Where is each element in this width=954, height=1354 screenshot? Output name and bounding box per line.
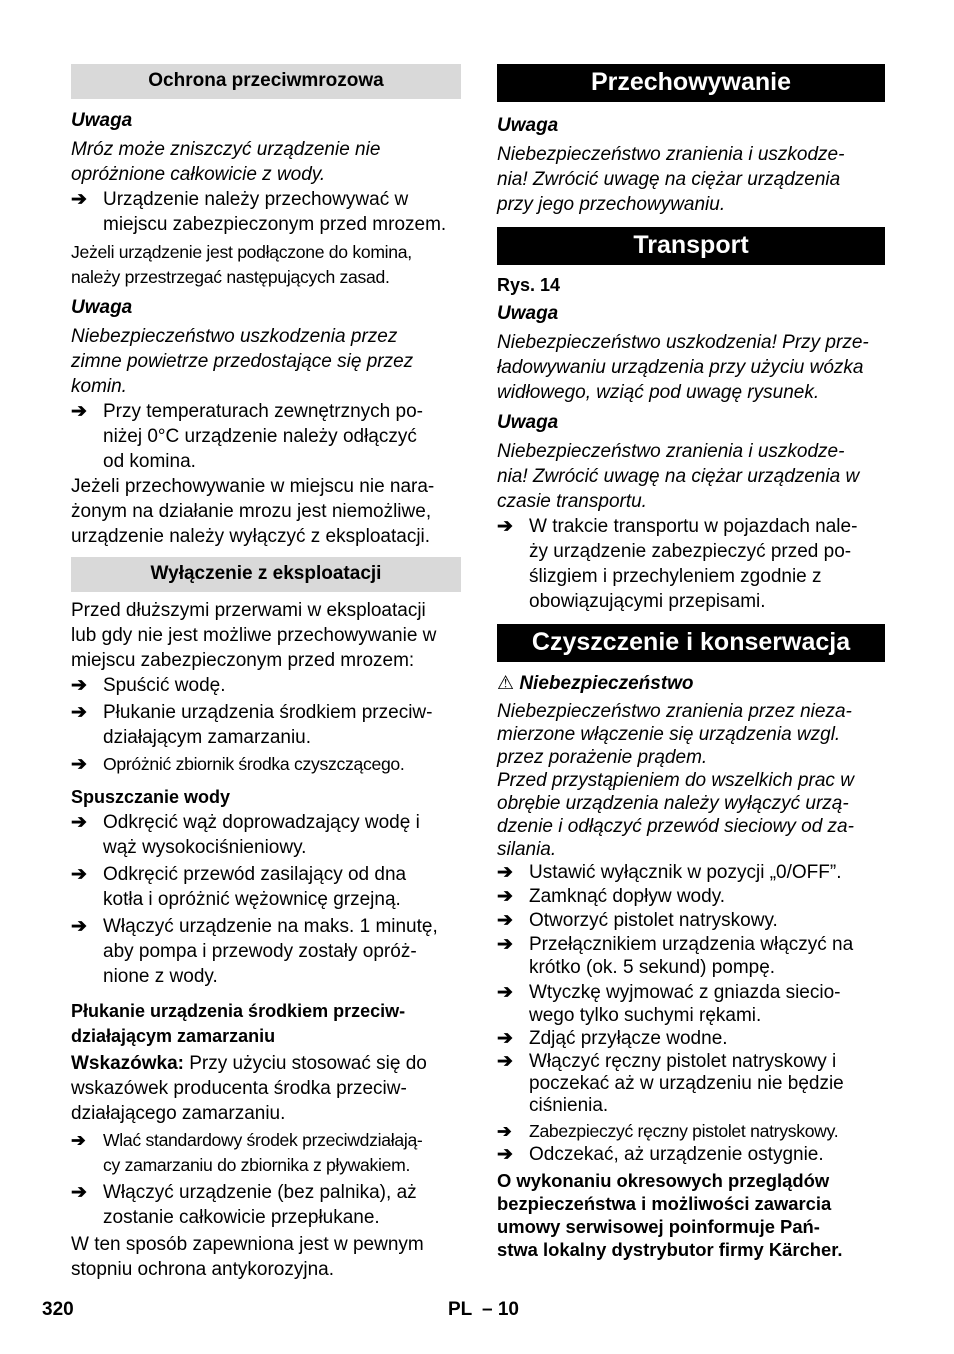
closing-note: O wykonaniu okresowych przeglądów bezpieczeństwa i możliwości zawarcia umowy serwisowej poinformuje Pań- stwa lokalny dystrybutor firmy Kärcher. (497, 1170, 843, 1260)
subheading-drain-water: Spuszczanie wody (71, 787, 231, 807)
note-label: Uwaga (497, 412, 559, 433)
danger-label: ⚠ Niebezpieczeństwo (497, 673, 694, 694)
bullet-item: ➔ Przełącznikiem urządzenia włączyć na krótko (ok. 5 sekund) pompę. (497, 934, 854, 978)
bullet-item: ➔ Wlać standardowy środek przeciwdziałają- cy zamarzaniu do zbiornika z pływakiem. (71, 1130, 423, 1175)
note-text: Niebezpieczeństwo uszkodzenia przez zimne powietrze przedostające się przez komin. (71, 326, 414, 397)
section-page-number: – 10 (482, 1299, 519, 1320)
arrow-icon: ➔ (497, 862, 513, 883)
note-text: Mróz może zniszczyć urządzenie nie opróżnione całkowicie z wody. (71, 139, 381, 185)
paragraph: W ten sposób zapewniona jest w pewnym stopniu ochrona antykorozyjna. (71, 1234, 424, 1280)
bullet-item: ➔ Włączyć ręczny pistolet natryskowy i poczekać aż w urządzeniu nie będzie ciśnienia. (497, 1051, 844, 1116)
arrow-icon: ➔ (497, 1028, 513, 1049)
arrow-icon: ➔ (71, 189, 87, 210)
subheading-antifreeze-flush: Płukanie urządzenia środkiem przeciw- działającym zamarzaniu (71, 1001, 406, 1046)
bullet-item: ➔ Zabezpieczyć ręczny pistolet natryskowy. (497, 1121, 839, 1141)
note-label: Uwaga (71, 297, 133, 318)
arrow-icon: ➔ (497, 982, 513, 1003)
bullet-item: ➔ Zdjąć przyłącze wodne. (497, 1028, 728, 1049)
bullet-item: ➔ Opróżnić zbiornik środka czyszczącego. (71, 754, 405, 775)
bullet-item: ➔ Włączyć urządzenie (bez palnika), aż zostanie całkowicie przepłukane. (71, 1182, 417, 1228)
warning-icon: ⚠ (497, 673, 515, 694)
arrow-icon: ➔ (71, 702, 87, 723)
bullet-item: ➔ Wtyczkę wyjmować z gniazda siecio- wego tylko suchymi rękami. (497, 982, 841, 1026)
bullet-item: ➔ Zamknąć dopływ wody. (497, 886, 726, 907)
figure-reference: Rys. 14 (497, 275, 561, 295)
arrow-icon: ➔ (497, 1144, 513, 1165)
right-column (497, 64, 885, 1261)
bullet-item: ➔ Przy temperaturach zewnętrznych po- niżej 0°C urządzenie należy odłączyć od komina. (71, 401, 423, 472)
language-code: PL (448, 1299, 473, 1320)
arrow-icon: ➔ (497, 910, 513, 931)
bullet-item: ➔ Odkręcić wąż doprowadzający wodę i wąż wysokociśnieniowy. (71, 812, 420, 858)
page-number: 320 (42, 1299, 74, 1320)
hint-paragraph: Wskazówka: Przy użyciu stosować się do wskazówek producenta środka przeciw- działającego zamarzaniu. (71, 1053, 427, 1124)
arrow-icon: ➔ (497, 934, 513, 955)
section-heading-shutdown: Wyłączenie z eksploatacji (71, 557, 461, 592)
bullet-item: ➔ Płukanie urządzenia środkiem przeciw- działającym zamarzaniu. (71, 702, 433, 748)
paragraph: Jeżeli przechowywanie w miejscu nie nara- żonym na działanie mrozu jest niemożliwe, urządzenie należy wyłączyć z eksploatacji. (71, 476, 435, 547)
note-text: Niebezpieczeństwo uszkodzenia! Przy prze- ładowywaniu urządzenia przy użyciu wózka widłowego, wziąć pod uwagę rysunek. (497, 332, 869, 403)
bullet-item: ➔ Odkręcić przewód zasilający od dna kotła i opróżnić wężownicę grzejną. (71, 864, 407, 910)
danger-text: Niebezpieczeństwo zranienia przez nieza- mierzone włączenie się urządzenia wzgl. przez porażenie prądem. Przed przystąpieniem do wszelkich prac w obrębie urządzenia należy wyłączyć urzą- dzenie i odłączyć przewód sieciowy od za- silania. (497, 701, 854, 860)
arrow-icon: ➔ (71, 754, 87, 775)
arrow-icon: ➔ (71, 401, 87, 422)
note-label: Uwaga (71, 110, 133, 131)
paragraph: Jeżeli urządzenie jest podłączone do komina, należy przestrzegać następujących zasad. (71, 242, 412, 287)
bullet-item: ➔ Otworzyć pistolet natryskowy. (497, 910, 778, 931)
arrow-icon: ➔ (71, 916, 87, 937)
bullet-item: ➔ Włączyć urządzenie na maks. 1 minutę, aby pompa i przewody zostały opróż- nione z wody. (71, 916, 438, 987)
arrow-icon: ➔ (497, 886, 513, 907)
note-text: Niebezpieczeństwo zranienia i uszkodze- nia! Zwrócić uwagę na ciężar urządzenia w czasie transportu. (497, 441, 860, 512)
paragraph: Przed dłuższymi przerwami w eksploatacji lub gdy nie jest możliwe przechowywanie w miejscu zabezpieczonym przed mrozem: (71, 600, 437, 671)
arrow-icon: ➔ (497, 1051, 513, 1072)
arrow-icon: ➔ (71, 864, 87, 885)
note-label: Uwaga (497, 115, 559, 136)
arrow-icon: ➔ (71, 675, 87, 696)
arrow-icon: ➔ (71, 812, 87, 833)
section-heading-frost-protection: Ochrona przeciwmrozowa (71, 64, 461, 99)
bullet-item: ➔ W trakcie transportu w pojazdach nale- ży urządzenie zabezpieczyć przed po- ślizgiem i przechyleniem zgodnie z obowiązującymi przepisami. (497, 516, 858, 612)
section-heading-storage: Przechowywanie (497, 64, 885, 102)
bullet-item: ➔ Odczekać, aż urządzenie ostygnie. (497, 1144, 824, 1165)
bullet-item: ➔ Ustawić wyłącznik w pozycji „0/OFF”. (497, 862, 842, 883)
arrow-icon: ➔ (71, 1182, 87, 1203)
arrow-icon: ➔ (497, 1121, 512, 1141)
bullet-item: ➔ Urządzenie należy przechowywać w miejscu zabezpieczonym przed mrozem. (71, 189, 447, 235)
note-text: Niebezpieczeństwo zranienia i uszkodze- nia! Zwrócić uwagę na ciężar urządzenia przy jego przechowywaniu. (497, 144, 845, 215)
hint-label: Wskazówka: (71, 1053, 184, 1074)
note-label: Uwaga (497, 303, 559, 324)
left-column (71, 64, 461, 1282)
bullet-item: ➔ Spuścić wodę. (71, 675, 226, 696)
section-heading-transport: Transport (497, 227, 885, 265)
arrow-icon: ➔ (497, 516, 513, 537)
section-heading-cleaning: Czyszczenie i konserwacja (497, 624, 885, 662)
arrow-icon: ➔ (71, 1130, 86, 1150)
